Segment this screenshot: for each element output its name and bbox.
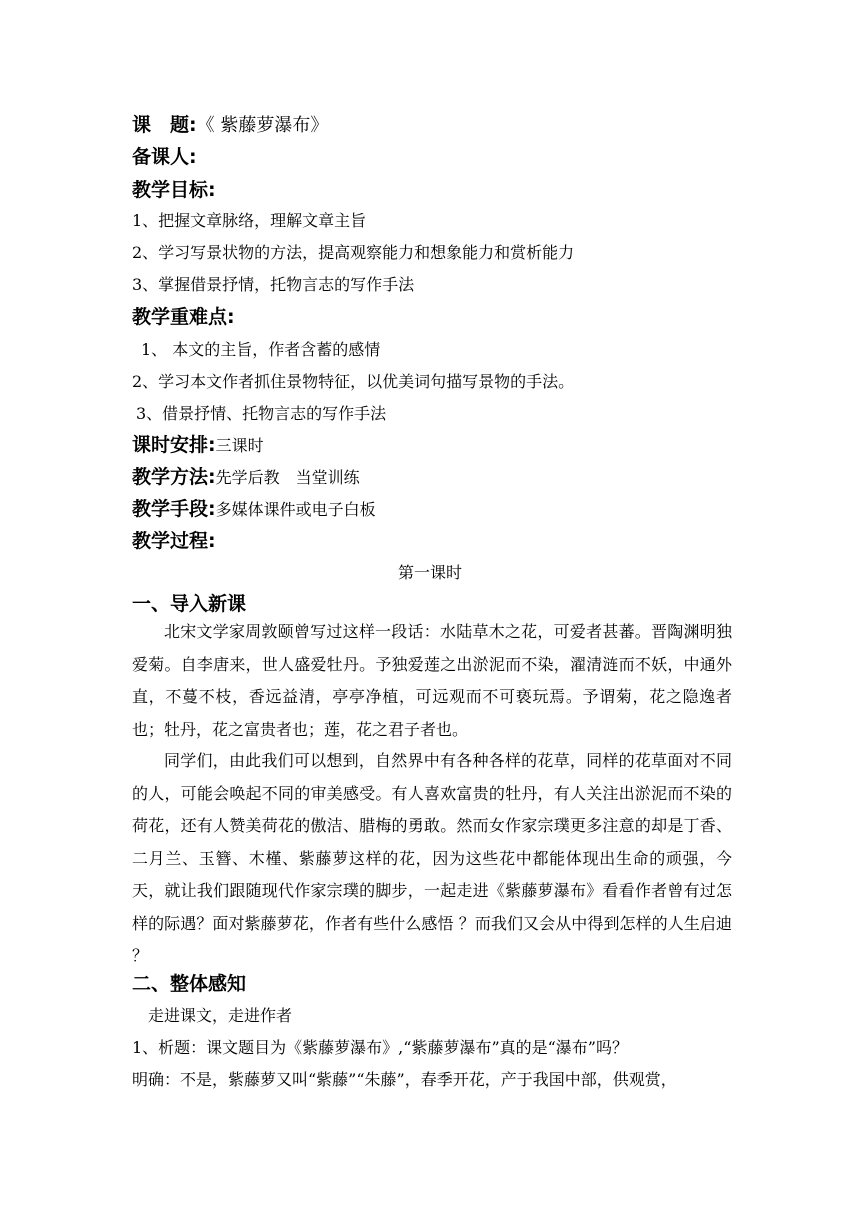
objectives-heading: 教学目标: [132,179,216,201]
keypoints-heading: 教学重难点: [132,306,235,328]
paragraph: 同学们，由此我们可以想到，自然界中有各种各样的花草，同样的花草面对不同的人，可能会唤起不同的审美感受。有人喜欢富贵的牡丹，有人关注出淤泥而不染的荷花，还有人赞美荷花的傲洁、腊梅的勇敢。然而女作家宗璞更多注意的却是丁香、二月兰、玉簪、木槿、紫藤萝这样的花，因为这些花中都能体现出生命的顽强，今天，就让我们跟随现代作家宗璞的脚步，一起走进《紫藤萝瀑布》看看作者曾有过怎样的际遇？面对紫藤萝花，作者有些什么感悟 ？而我们又会从中得到怎样的人生启迪 ？ [132,751,732,965]
section-heading: 二、整体感知 [132,973,247,995]
method-label: 教学方法: [132,466,216,488]
lesson-title-label: 课 题: [132,114,197,136]
schedule-row [132,430,264,457]
means-label: 教学手段: [132,498,216,520]
preparer-label: 备课人: [132,146,197,168]
section-heading: 一、导入新课 [132,593,247,615]
means-row [132,494,376,521]
method-value: 先学后教 当堂训练 [215,468,360,487]
keypoint-item: 3、借景抒情、托物言志的写作手法 [136,404,387,423]
answer-item: 明确：不是，紫藤萝又叫“紫藤”“朱藤”，春季开花，产于我国中部，供观赏， [132,1070,677,1089]
lesson-title-row [132,110,328,137]
objective-item: 2、学习写景状物的方法，提高观察能力和想象能力和赏析能力 [132,243,575,262]
paragraph: 北宋文学家周敦颐曾写过这样一段话：水陆草木之花，可爱者甚蕃。晋陶渊明独爱菊。自李唐来，世人盛爱牡丹。予独爱莲之出淤泥而不染，濯清涟而不妖，中通外直，不蔓不枝，香远益清，亭亭净植，可远观而不可亵玩焉。予谓菊，花之隐逸者也；牡丹，花之富贵者也；莲，花之君子者也。 [132,622,732,739]
schedule-label: 课时安排: [132,434,216,456]
section-intro: 走进课文，走进作者 [148,1006,293,1025]
session-title: 第一课时 [397,563,462,582]
keypoint-item: 2、学习本文作者抓住景物特征，以优美词句描写景物的手法。 [132,372,575,391]
keypoint-item: 1、 本文的主旨，作者含蓄的感情 [141,340,381,359]
schedule-value: 三课时 [215,436,264,455]
process-heading: 教学过程: [132,530,216,552]
lesson-title-value: 《 紫藤萝瀑布》 [196,115,329,136]
question-item: 1、析题：课文题目为《紫藤萝瀑布》,“紫藤萝瀑布”真的是“瀑布”吗？ [132,1038,628,1057]
means-value: 多媒体课件或电子白板 [215,500,376,519]
objective-item: 3、掌握借景抒情，托物言志的写作手法 [132,275,415,294]
objective-item: 1、把握文章脉络，理解文章主旨 [132,211,367,230]
method-row [132,462,360,489]
